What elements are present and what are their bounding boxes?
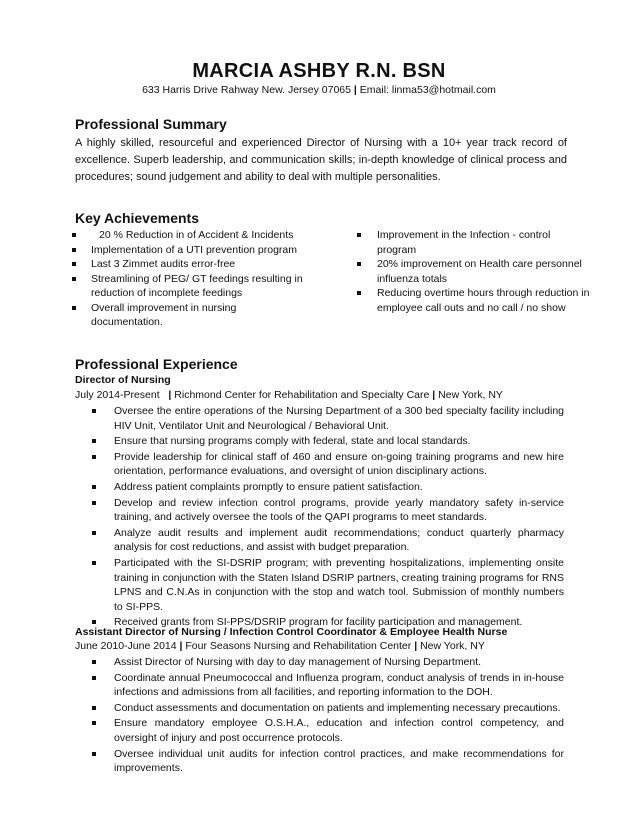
achievement-item: 20% improvement on Health care personnel influenza totals (355, 257, 590, 286)
job-duties (90, 655, 564, 777)
achievement-item: Improvement in the Infection - control program (355, 228, 590, 257)
separator: | (432, 389, 436, 401)
achievement-item: Overall improvement in nursing documentation. (70, 301, 305, 330)
duty-item: Participated with the SI-DSRIP program; with preventing hospitalizations, implementing onsite training in conjunction with the Staten Island DSRIP partners, creating training programs for RNS LPNS and C.N.As in conjunction with the stop and watch tool. Submission of monthly numbers to SI-PPS. (90, 556, 564, 614)
experience-heading: Professional Experience (75, 356, 238, 372)
achievements-right-column (355, 228, 590, 315)
address: 633 Harris Drive Rahway New. Jersey 07065 (142, 84, 351, 96)
achievement-item: Last 3 Zimmet audits error-free (70, 257, 305, 272)
duty-item: Develop and review infection control programs, provide yearly mandatory safety in-service training, and actively oversee the tools of the QAPI programs to meet standards. (90, 496, 564, 525)
achievement-item: 20 % Reduction in of Accident & Incidents (70, 228, 305, 243)
job-location: New York, NY (438, 389, 503, 401)
contact-line (0, 84, 638, 96)
separator: | (353, 84, 357, 96)
achievement-item: Reducing overtime hours through reduction in employee call outs and no call / no show (355, 286, 590, 315)
job-dates: July 2014-Present (75, 389, 160, 401)
duty-item: Oversee individual unit audits for infection control practices, and make recommendations for improvements. (90, 747, 564, 776)
achievements-left-column (70, 228, 305, 330)
duty-item: Analyze audit results and implement audit recommendations; conduct quarterly pharmacy analysis for cost reductions, and assist with budget preparation. (90, 526, 564, 555)
job-dates: June 2010-June 2014 (75, 640, 177, 652)
separator: | (414, 640, 418, 652)
separator: | (168, 389, 172, 401)
summary-text: A highly skilled, resourceful and experienced Director of Nursing with a 10+ year track record of excellence. Superb leadership, and communication skills; in-depth knowledge of clinical process and procedures; sound judgement and ability to deal with multiple personalities. (75, 137, 567, 183)
email: Email: linma53@hotmail.com (359, 84, 496, 96)
job-location: New York, NY (420, 640, 485, 652)
candidate-name: MARCIA ASHBY R.N. BSN (192, 60, 446, 82)
job-title: Director of Nursing (75, 374, 171, 386)
duty-item: Received grants from SI-PPS/DSRIP program for facility participation and management. (90, 615, 564, 630)
duty-item: Assist Director of Nursing with day to day management of Nursing Department. (90, 655, 564, 670)
job-duties (90, 404, 564, 631)
duty-item: Address patient complaints promptly to ensure patient satisfaction. (90, 480, 564, 495)
summary-heading: Professional Summary (75, 116, 227, 132)
duty-item: Coordinate annual Pneumococcal and Influenza program, conduct analysis of trends in in-house infections and admissions from all facilities, and reporting information to the DOH. (90, 671, 564, 700)
achievement-item: Implementation of a UTI prevention program (70, 243, 305, 258)
achievement-item: Streamlining of PEG/ GT feedings resulting in reduction of incomplete feedings (70, 272, 305, 301)
job-title: Assistant Director of Nursing / Infection Control Coordinator & Employee Health Nurse (75, 626, 508, 638)
duty-item: Ensure mandatory employee O.S.H.A., education and infection control competency, and oversight of injury and post occurrence protocols. (90, 716, 564, 745)
job-employer: Four Seasons Nursing and Rehabilitation Center (185, 640, 412, 652)
duty-item: Oversee the entire operations of the Nursing Department of a 300 bed specialty facility including HIV Unit, Ventilator Unit and Neurological / Behavioral Unit. (90, 404, 564, 433)
job-employer: Richmond Center for Rehabilitation and Specialty Care (174, 389, 430, 401)
duty-item: Conduct assessments and documentation on patients and implementing necessary precautions. (90, 701, 564, 716)
duty-item: Ensure that nursing programs comply with federal, state and local standards. (90, 434, 564, 449)
separator: | (179, 640, 183, 652)
achievements-heading: Key Achievements (75, 210, 199, 226)
job-meta (75, 640, 485, 652)
job-meta (75, 389, 503, 401)
duty-item: Provide leadership for clinical staff of 460 and ensure on-going training programs and new hire orientation, performance evaluations, and oversight of union disciplinary actions. (90, 450, 564, 479)
